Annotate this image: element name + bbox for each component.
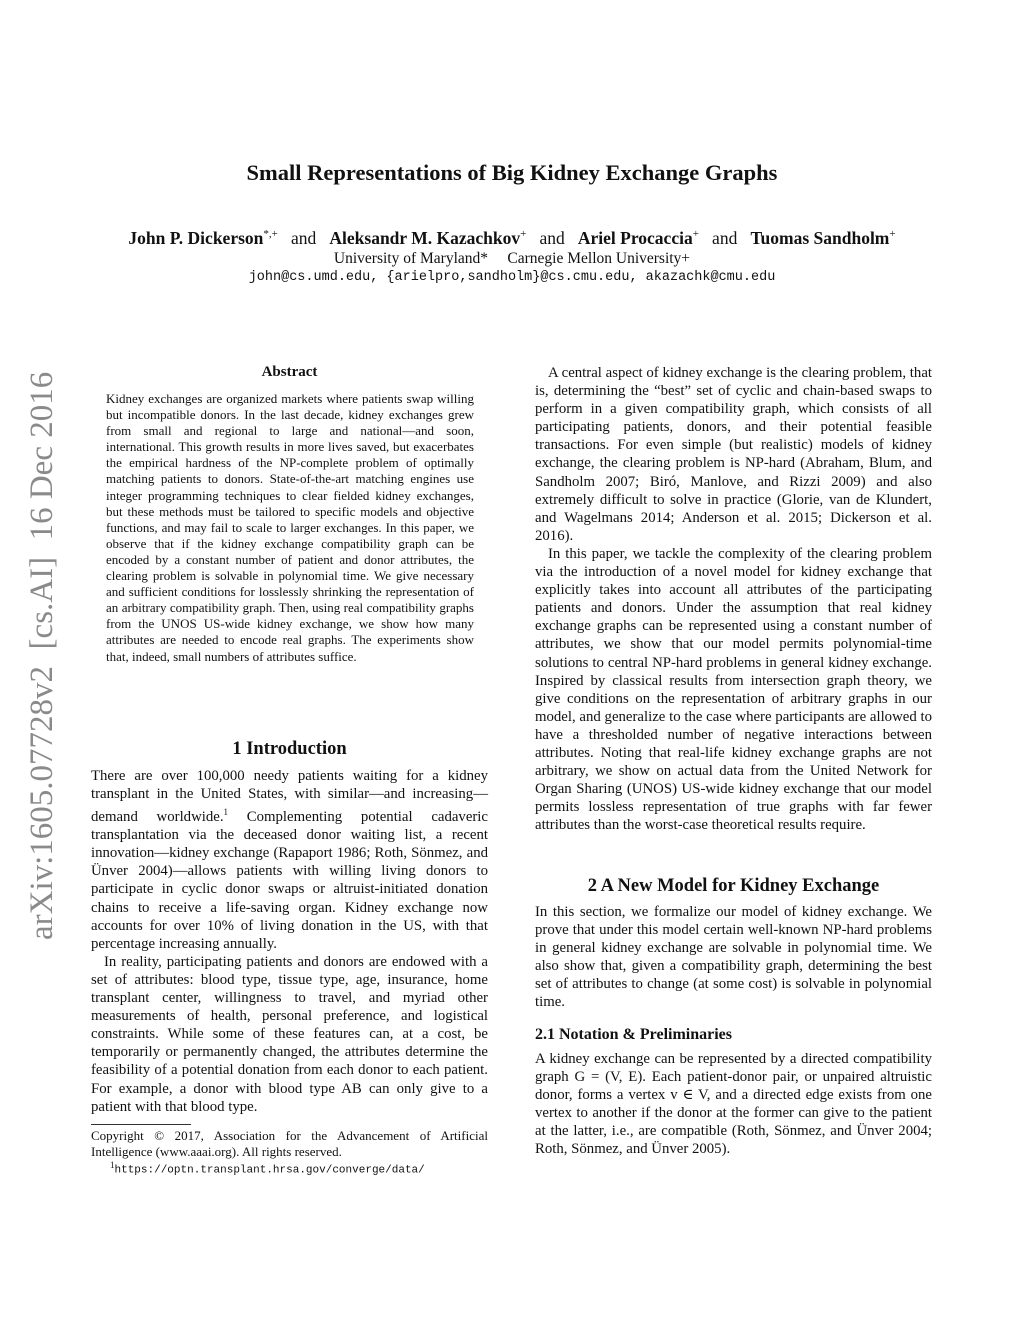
footnote-divider — [91, 1124, 191, 1125]
author-name: John P. Dickerson — [128, 228, 264, 248]
paper-title: Small Representations of Big Kidney Exchange Graphs — [246, 160, 778, 185]
intro-paragraph-1 — [91, 767, 488, 953]
intro-paragraph-2: In reality, participating patients and donors are endowed with a set of attributes: blood type, tissue type, age, insurance, home transplant center, willingness to travel, and myriad other measurements of health, personal preference, and logistical constraints. While some of these features can, at a cost, be temporarily or permanently changed, the attributes determine the feasibility of a potential donation from each donor to each patient. For example, a donor with blood type AB can only give to a patient with that blood type. — [91, 953, 488, 1115]
footnote-1-url: https://optn.transplant.hrsa.gov/converge/data/ — [114, 1164, 425, 1177]
author-separator: and — [712, 228, 738, 248]
author-name: Tuomas Sandholm — [750, 228, 890, 248]
author-emails: john@cs.umd.edu, {arielpro,sandholm}@cs.cmu.edu, akazachk@cmu.edu — [248, 270, 776, 285]
author-mark: + — [889, 228, 896, 241]
arxiv-stamp: arXiv:1605.07728v2 [cs.AI] 16 Dec 2016 — [24, 371, 60, 940]
author-separator: and — [290, 228, 317, 248]
section-2-body — [535, 903, 932, 1012]
author-mark: + — [692, 228, 699, 241]
author-mark: *,+ — [263, 228, 278, 241]
right-paragraph-1: A central aspect of kidney exchange is the clearing problem, that is, determining the “best” set of cyclic and chain-based swaps to perform in a given compatibility graph, which consists of all participating patients, donors, and their potential feasible transactions. For even simple (but realistic) models of kidney exchange, the clearing problem is NP-hard (Abraham, Blum, and Sandholm 2007; Biró, Manlove, and Rizzi 2009) and also extremely difficult to solve in practice (Glorie, van de Klundert, and Wagelmans 2014; Anderson et al. 2015; Dickerson et al. 2016). — [535, 365, 932, 544]
abstract-text: Kidney exchanges are organized markets where patients swap willing but incompatible donors. In the last decade, kidney exchanges grew from small and regional to large and national—and soon, international. This growth results in more lives saved, but exacerbates the empirical hardness of the NP-complete problem of optimally matching patients to donors. State-of-the-art matching engines use integer programming techniques to clear fielded kidney exchanges, but these methods must be tailored to specific models and objective functions, and may fail to scale to larger exchanges. In this paper, we observe that if the kidney exchange compatibility graph can be encoded by a constant number of patient and donor attributes, the clearing problem is solvable in polynomial time. We give necessary and sufficient conditions for losslessly shrinking the representation of an arbitrary compatibility graph. Then, using real compatibility graphs from the UNOS US-wide kidney exchange, we show how many attributes are needed to encode real graphs. The experiments show that, indeed, small numbers of attributes suffice. — [106, 391, 474, 664]
section-2-paragraph: In this section, we formalize our model of kidney exchange. We prove that under this model certain well-known NP-hard problems in general kidney exchange are solvable in polynomial time. We also show that, given a compatibility graph, determining the best set of attributes to change (at some cost) is solvable in polynomial time. — [535, 904, 932, 1011]
author-mark: + — [520, 228, 527, 241]
right-paragraph-2: In this paper, we tackle the complexity of the clearing problem via the introduction of a novel model for kidney exchange that explicitly takes into account all attributes of the participating patients and donors. Under the assumption that real kidney exchange graphs can be represented using a constant number of attributes, we show that our model permits polynomial-time solutions to central NP-hard problems in general kidney exchange. Inspired by classical results from intersection graph theory, we give conditions on the representation of arbitrary graphs in our model, and generalize to the case where participants are allowed to have a thresholded number of negative interactions between attributes. Noting that real-life kidney exchange graphs are not arbitrary, we show on actual data from the United Network for Organ Sharing (UNOS) US-wide kidney exchange that our model permits lossless representation of true graphs with far fewer attributes than the worst-case theoretical results require. — [535, 545, 932, 834]
intro-paragraph-1-text: There are over 100,000 needy patients waiting for a kidney transplant in the United States, with similar—and increasing—demand worldwide. — [91, 768, 488, 826]
author-name: Aleksandr M. Kazachkov — [329, 228, 521, 248]
section-heading-new-model: 2 A New Model for Kidney Exchange — [587, 876, 880, 896]
right-column — [535, 364, 932, 834]
author-separator: and — [539, 228, 565, 248]
subsection-heading-notation: 2.1 Notation & Preliminaries — [535, 1026, 733, 1043]
subsection-2-1-body — [535, 1050, 932, 1159]
author-line — [0, 228, 1024, 249]
affiliations: University of Maryland* Carnegie Mellon University+ — [333, 250, 691, 267]
author-name: Ariel Procaccia — [577, 228, 693, 248]
copyright-notice: Copyright © 2017, Association for the Advancement of Artificial Intelligence (www.aaai.org). All rights reserved. — [91, 1128, 488, 1159]
introduction-body — [91, 767, 488, 1116]
section-heading-introduction: 1 Introduction — [232, 739, 347, 759]
footnote-mark: 1 — [223, 807, 229, 818]
subsection-2-1-paragraph: A kidney exchange can be represented by a directed compatibility graph G = (V, E). Each patient-donor pair, or unpaired altruistic donor, forms a vertex v ∈ V, and a directed edge exists from one vertex to another if the donor at the former can give to the patient at the latter, i.e., are compatible (Roth, Sönmez, and Ünver 2004; Roth, Sönmez, and Ünver 2005). — [535, 1051, 932, 1158]
footnote-1-mark: 1 — [110, 1160, 115, 1170]
intro-paragraph-1-cont: Complementing potential cadaveric transplantation via the deceased donor waiting list, a recent innovation—kidney exchange (Rapaport 1986; Roth, Sönmez, and Ünver 2004)—allows patients with willing living donors to participate in cyclic donor swaps or altruist-initiated donation chains to receive a life-saving organ. Kidney exchange now accounts for over 10% of living donation in the US, with that percentage increasing annually. — [91, 809, 488, 952]
abstract-heading: Abstract — [261, 364, 318, 380]
footnote-1 — [110, 1160, 425, 1177]
